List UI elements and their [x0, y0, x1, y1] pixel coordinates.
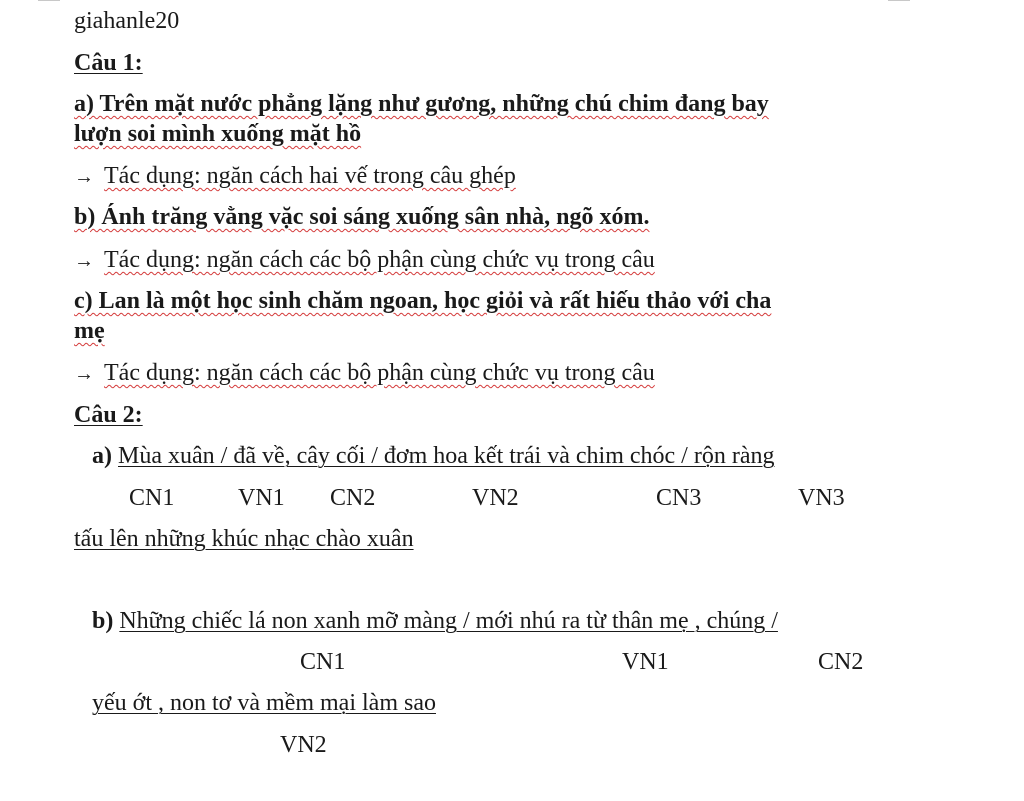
q2-a-label: a) — [92, 443, 112, 469]
q1-c-effect — [74, 358, 655, 389]
q2-a-tag-vn1: VN1 — [238, 485, 285, 511]
q2-a-tag-vn2: VN2 — [472, 485, 519, 511]
q1-c-effect-text: Tác dụng: ngăn cách các bộ phận cùng chức vụ trong câu — [104, 360, 655, 386]
q2-b-sentence-line2: yếu ớt , non tơ và mềm mại làm sao — [92, 690, 436, 716]
q1-b-effect — [74, 245, 655, 276]
q2-b-tag-vn2: VN2 — [280, 732, 327, 758]
q2-a-sentence-line2: tấu lên những khúc nhạc chào xuân — [74, 526, 414, 552]
arrow-right-icon: → — [74, 250, 94, 272]
q1-c-sentence-line2: mẹ — [74, 318, 105, 344]
q2-b-label: b) — [92, 608, 114, 634]
arrow-right-icon: → — [74, 166, 94, 188]
q2-a-sentence-line1 — [92, 441, 774, 471]
q2-a-tag-cn1: CN1 — [129, 485, 175, 511]
q1-a-effect-text: Tác dụng: ngăn cách hai vế trong câu ghép — [104, 163, 516, 189]
page-corner-mark-right — [888, 0, 910, 5]
q2-a-tag-cn3: CN3 — [656, 485, 702, 511]
q2-a-sentence-text: Mùa xuân / đã về, cây cối / đơm hoa kết trái và chim chóc / rộn ràng — [118, 443, 775, 469]
q2-b-sentence-text: Những chiếc lá non xanh mỡ màng / mới nhú ra từ thân mẹ , chúng / — [119, 608, 778, 634]
q1-a-sentence-line1: a) Trên mặt nước phẳng lặng như gương, những chú chim đang bay — [74, 91, 769, 117]
username: giahanle20 — [74, 8, 180, 34]
q1-a-sentence-line2: lượn soi mình xuống mặt hồ — [74, 121, 362, 147]
arrow-right-icon: → — [74, 363, 94, 385]
question-2-title: Câu 2: — [74, 402, 143, 428]
page-corner-mark-left — [38, 0, 60, 5]
q1-b-effect-text: Tác dụng: ngăn cách các bộ phận cùng chức vụ trong câu — [104, 247, 655, 273]
q1-b-sentence: b) Ánh trăng vằng vặc soi sáng xuống sân nhà, ngõ xóm. — [74, 204, 650, 230]
question-1-title: Câu 1: — [74, 50, 143, 76]
q2-b-tag-vn1: VN1 — [622, 649, 669, 675]
q2-b-sentence-line1 — [92, 606, 778, 636]
q2-b-tag-cn1: CN1 — [300, 649, 346, 675]
q1-c-sentence-line1: c) Lan là một học sinh chăm ngoan, học giỏi và rất hiếu thảo với cha — [74, 288, 772, 314]
q2-b-tag-cn2: CN2 — [818, 649, 864, 675]
q1-a-effect — [74, 161, 516, 192]
q2-a-tag-cn2: CN2 — [330, 485, 376, 511]
q2-a-tag-vn3: VN3 — [798, 485, 845, 511]
